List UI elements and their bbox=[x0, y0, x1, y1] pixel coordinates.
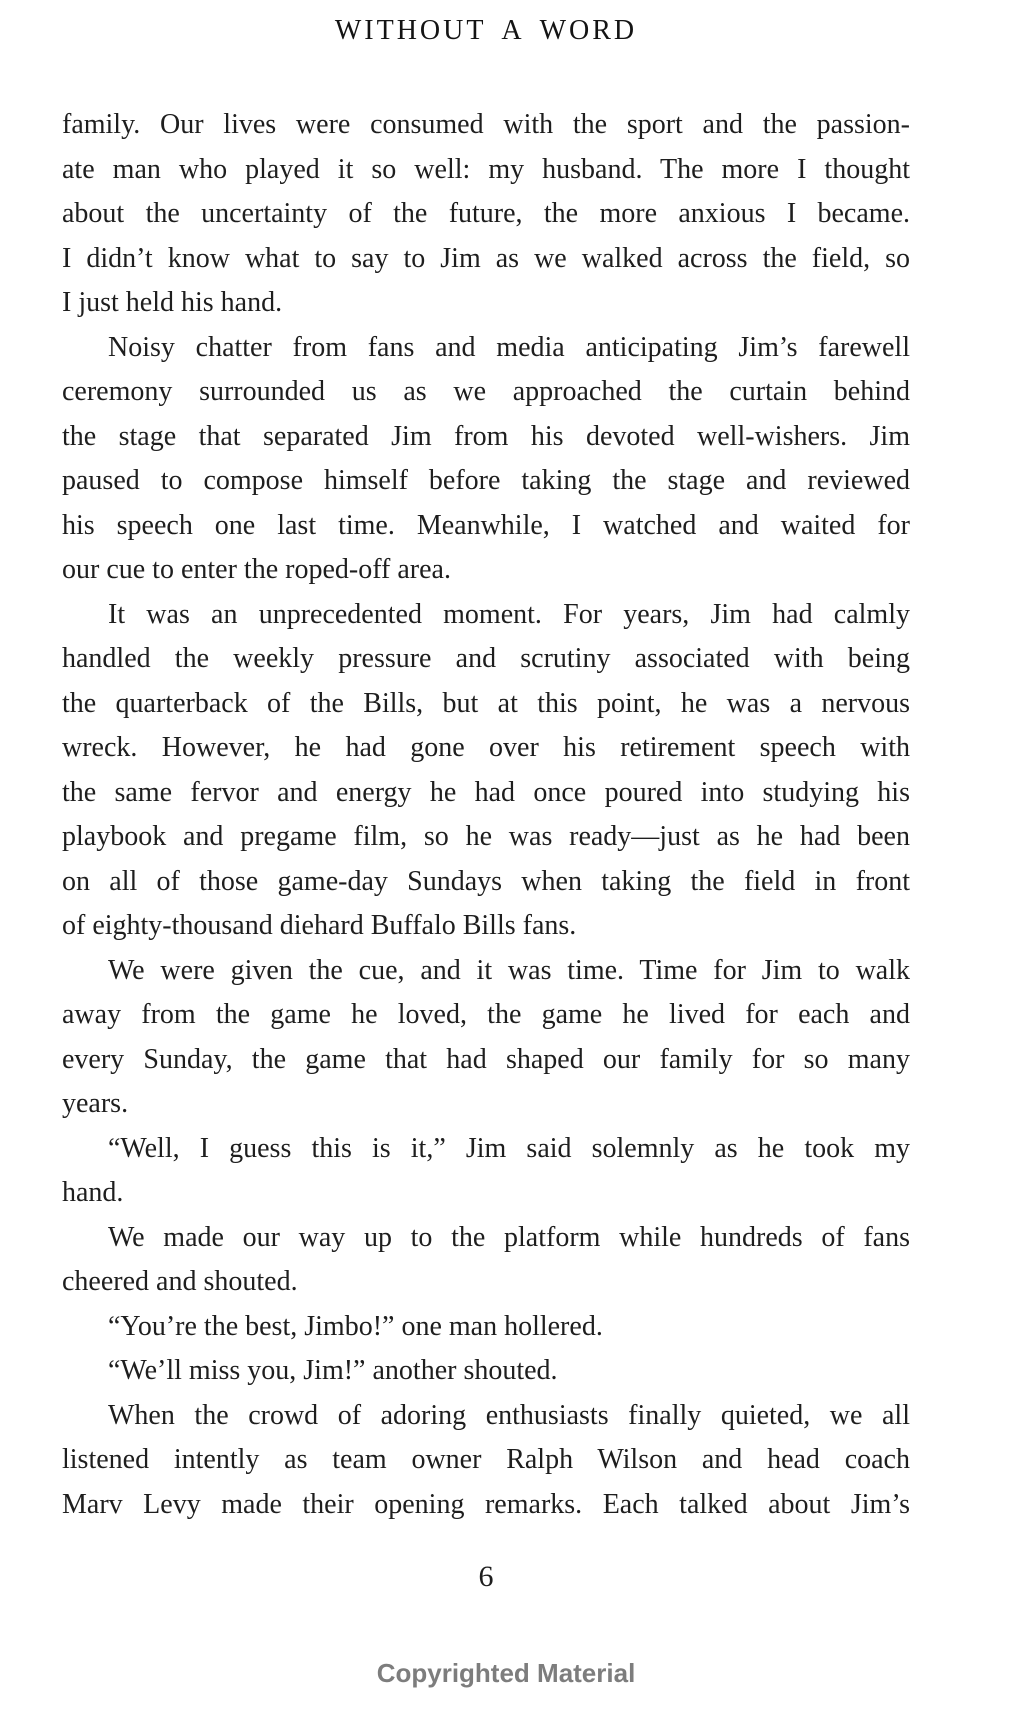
text-line: every Sunday, the game that had shaped our family for so many bbox=[62, 1043, 910, 1075]
paragraph bbox=[62, 1349, 910, 1394]
page-number: 6 bbox=[478, 1560, 494, 1593]
text-line: I just held his hand. bbox=[62, 287, 283, 318]
paragraph bbox=[62, 949, 910, 1127]
text-line: about the uncertainty of the future, the more anxious I became. bbox=[62, 198, 910, 229]
text-line: the quarterback of the Bills, but at this point, he was a nervous bbox=[62, 687, 910, 719]
text-line: the same fervor and energy he had once poured into studying his bbox=[62, 776, 910, 808]
text-line: away from the game he loved, the game he lived for each and bbox=[62, 999, 910, 1030]
paragraph bbox=[62, 1127, 910, 1216]
text-line: We were given the cue, and it was time. Time for Jim to walk bbox=[108, 954, 910, 986]
text-line: paused to compose himself before taking the stage and reviewed bbox=[62, 465, 910, 496]
text-line: cheered and shouted. bbox=[62, 1266, 298, 1297]
text-line: handled the weekly pressure and scrutiny associated with being bbox=[62, 643, 910, 674]
text-line: playbook and pregame film, so he was ready—just as he had been bbox=[62, 821, 910, 852]
paragraph bbox=[62, 326, 910, 593]
text-line: It was an unprecedented moment. For years, Jim had calmly bbox=[108, 598, 910, 630]
text-line: “We’ll miss you, Jim!” another shouted. bbox=[108, 1355, 558, 1386]
text-line: his speech one last time. Meanwhile, I watched and waited for bbox=[62, 509, 910, 541]
paragraph bbox=[62, 1216, 910, 1305]
text-line: of eighty-thousand diehard Buffalo Bills fans. bbox=[62, 910, 577, 941]
text-line: the stage that separated Jim from his devoted well-wishers. Jim bbox=[62, 420, 910, 452]
text-line: wreck. However, he had gone over his retirement speech with bbox=[62, 732, 910, 763]
paragraph bbox=[62, 593, 910, 949]
text-line: Noisy chatter from fans and media anticipating Jim’s farewell bbox=[108, 331, 910, 363]
text-line: our cue to enter the roped-off area. bbox=[62, 554, 451, 585]
text-line: years. bbox=[62, 1088, 129, 1119]
body-text bbox=[62, 103, 910, 1527]
text-line: ceremony surrounded us as we approached the curtain behind bbox=[62, 376, 910, 407]
copyright-notice: Copyrighted Material bbox=[376, 1658, 636, 1688]
text-line: I didn’t know what to say to Jim as we walked across the field, so bbox=[62, 242, 910, 274]
text-line: “Well, I guess this is it,” Jim said solemnly as he took my bbox=[108, 1132, 910, 1164]
text-line: family. Our lives were consumed with the sport and the passion- bbox=[62, 109, 910, 140]
paragraph bbox=[62, 1305, 910, 1350]
text-line: listened intently as team owner Ralph Wilson and head coach bbox=[62, 1444, 910, 1475]
text-column bbox=[62, 14, 910, 1597]
text-line: ate man who played it so well: my husband. The more I thought bbox=[62, 153, 910, 185]
text-line: hand. bbox=[62, 1177, 124, 1208]
text-line: Marv Levy made their opening remarks. Each talked about Jim’s bbox=[62, 1488, 910, 1520]
text-line: We made our way up to the platform while hundreds of fans bbox=[108, 1221, 910, 1253]
paragraph bbox=[62, 103, 910, 326]
text-line: When the crowd of adoring enthusiasts finally quieted, we all bbox=[108, 1399, 910, 1431]
running-head: WITHOUT A WORD bbox=[334, 15, 638, 46]
text-line: on all of those game-day Sundays when taking the field in front bbox=[62, 865, 910, 897]
paragraph bbox=[62, 1394, 910, 1528]
text-line: “You’re the best, Jimbo!” one man hollered. bbox=[108, 1310, 603, 1342]
